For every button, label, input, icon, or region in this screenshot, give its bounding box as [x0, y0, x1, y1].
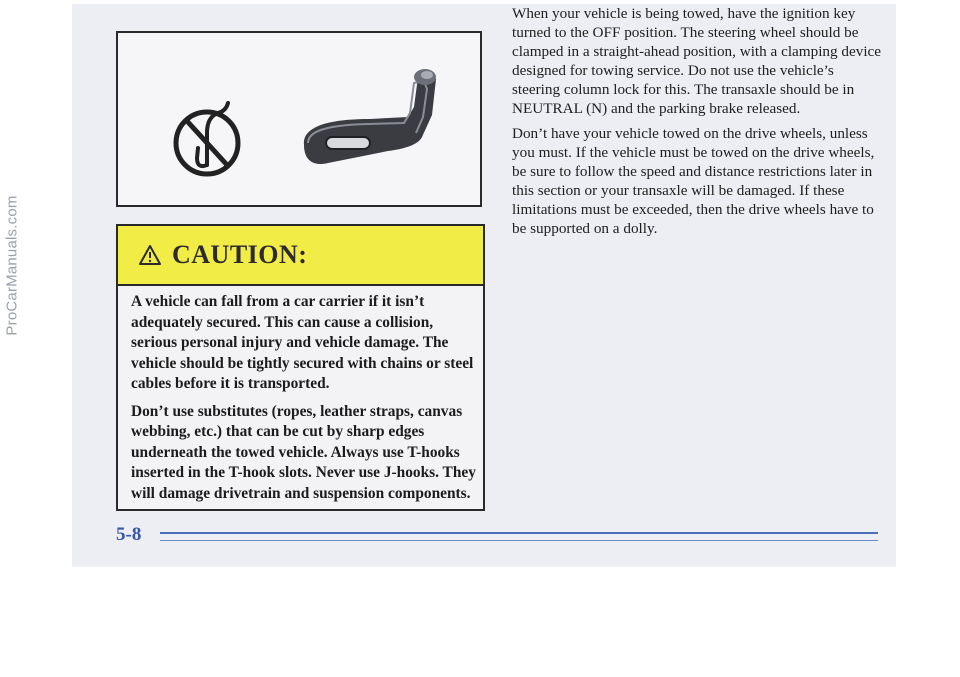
caution-header [118, 226, 483, 286]
towing-hook-illustration [116, 31, 482, 207]
caution-body [131, 292, 476, 511]
warning-triangle-icon [138, 244, 162, 266]
page-number: 5-8 [116, 524, 142, 545]
body-text-column [512, 5, 882, 246]
illustration-svg [118, 33, 480, 205]
body-paragraph: Don’t have your vehicle towed on the drive wheels, unless you must. If the vehicle must be towed on the drive wheels, be sure to follow the speed and distance restrictions later in this section or your transaxle will be damaged. If these limitations must be exceeded, then the drive wheels have to be supported on a dolly. [512, 125, 875, 237]
caution-paragraph: Don’t use substitutes (ropes, leather straps, canvas webbing, etc.) that can be cut by sharp edges underneath the towed vehicle. Always use T-hooks inserted in the T-hook slots. Never use J-hooks. They will damage drivetrain and suspension components. [131, 402, 476, 502]
caution-title: CAUTION: [172, 240, 308, 269]
caution-paragraph: A vehicle can fall from a car carrier if it isn’t adequately secured. This can cause a collision, serious personal injury and vehicle damage. The vehicle should be tightly secured with chains or steel cables before it is transported. [131, 293, 474, 392]
body-paragraph: When your vehicle is being towed, have the ignition key turned to the OFF position. The steering wheel should be clamped in a straight-ahead position, with a clamping device designed for towing service. Do not use the vehicle’s steering column lock for this. The transaxle should be in NEUTRAL (N) and the parking brake released. [512, 5, 882, 117]
no-j-hook-icon [176, 103, 238, 174]
t-hook-icon [304, 69, 436, 164]
watermark [2, 5, 22, 525]
footer-rule [160, 532, 878, 541]
watermark-text: ProCarManuals.com [3, 194, 21, 336]
caution-box [116, 224, 485, 511]
